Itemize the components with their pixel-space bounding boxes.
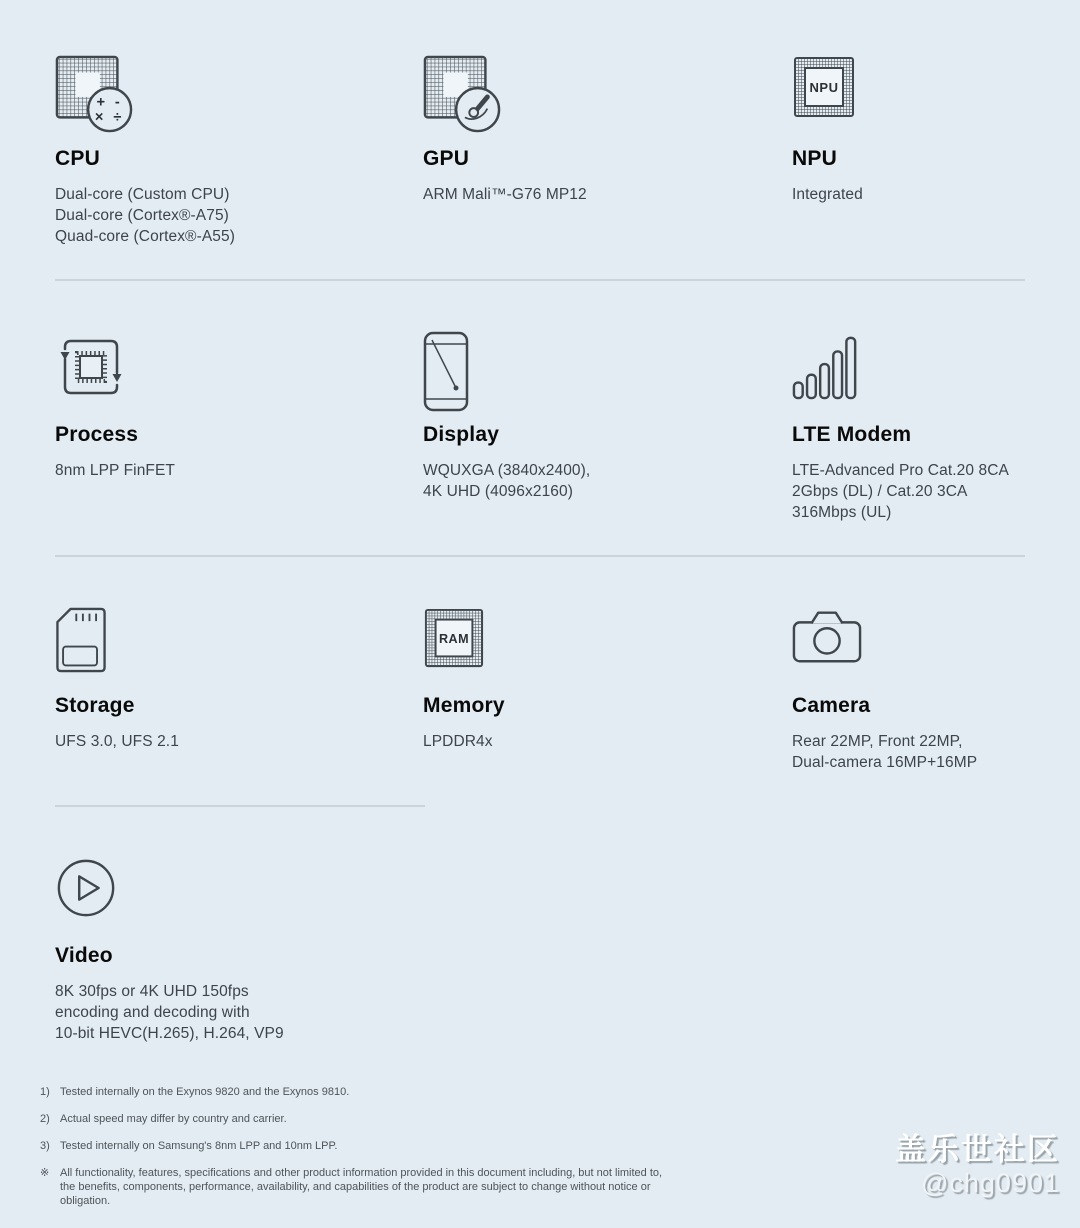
watermark-community-name: 盖乐世社区 <box>895 1132 1060 1167</box>
chip-calculator-icon <box>55 55 133 133</box>
gpu-title: GPU <box>423 147 470 170</box>
display-title: Display <box>423 423 500 446</box>
storage-title: Storage <box>55 694 135 717</box>
process-title: Process <box>55 423 139 446</box>
camera-line-1: Rear 22MP, Front 22MP, <box>792 733 963 750</box>
signal-bars-icon <box>792 331 860 403</box>
spec-cell-camera <box>792 607 1025 773</box>
memory-iconbox <box>423 607 792 694</box>
footnote-disclaimer <box>40 1166 672 1208</box>
display-line-1: WQUXGA (3840x2400), <box>423 462 591 479</box>
video-title: Video <box>55 944 113 967</box>
footnote-1-marker: 1) <box>40 1086 50 1098</box>
lte-line-2: 2Gbps (DL) / Cat.20 3CA <box>792 483 968 500</box>
cpu-iconbox <box>55 55 423 147</box>
display-line-2: 4K UHD (4096x2160) <box>423 483 573 500</box>
camera-iconbox <box>792 607 1025 694</box>
footnote-disclaimer-marker: ※ <box>40 1167 50 1179</box>
cpu-badge-symbols-bottom: × ÷ <box>94 109 125 126</box>
process-iconbox <box>55 331 423 423</box>
footnote-3-marker: 3) <box>40 1140 50 1152</box>
footnote-2-text: Actual speed may differ by country and carrier. <box>60 1113 287 1125</box>
watermark-user-handle: @chg0901 <box>920 1167 1060 1198</box>
footnote-1 <box>40 1085 672 1099</box>
cpu-badge-symbols-top: + - <box>96 94 123 111</box>
spec-cell-gpu <box>423 55 792 247</box>
phone-screen-diagonal-icon <box>423 331 469 412</box>
memory-title: Memory <box>423 694 505 717</box>
video-iconbox <box>55 857 423 944</box>
gpu-iconbox <box>423 55 792 147</box>
footnote-2-marker: 2) <box>40 1113 50 1125</box>
cpu-line-2: Dual-core (Cortex®-A75) <box>55 207 229 224</box>
sd-card-icon <box>55 607 107 673</box>
footnote-3 <box>40 1139 672 1153</box>
memory-line-1: LPDDR4x <box>423 733 493 750</box>
footnote-2 <box>40 1112 672 1126</box>
lte-title: LTE Modem <box>792 423 912 446</box>
camera-line-2: Dual-camera 16MP+16MP <box>792 754 978 771</box>
spec-cell-storage <box>55 607 423 773</box>
footnotes <box>40 1085 672 1221</box>
chip-paintbrush-icon <box>423 55 501 133</box>
community-watermark <box>895 1132 1060 1199</box>
ram-chip-label: RAM <box>438 631 470 646</box>
video-line-2: encoding and decoding with <box>55 1004 250 1021</box>
section-divider-3 <box>55 805 425 807</box>
lte-line-1: LTE-Advanced Pro Cat.20 8CA <box>792 462 1009 479</box>
spec-cell-memory <box>423 607 792 773</box>
footnote-disclaimer-text: All functionality, features, specifications and other product information provided in this document including, but not limited to, the benefits, components, performance, availability, and capabilities of the product are subject to change without notice or obligation. <box>60 1167 663 1207</box>
npu-chip-icon <box>792 55 856 119</box>
play-circle-icon <box>55 857 117 919</box>
process-line-1: 8nm LPP FinFET <box>55 462 175 479</box>
lte-line-3: 316Mbps (UL) <box>792 504 892 521</box>
spec-cell-process <box>55 331 423 523</box>
cpu-line-1: Dual-core (Custom CPU) <box>55 186 230 203</box>
spec-row-2 <box>0 331 1080 523</box>
display-iconbox <box>423 331 792 423</box>
npu-chip-label: NPU <box>809 80 839 95</box>
video-line-1: 8K 30fps or 4K UHD 150fps <box>55 983 249 1000</box>
camera-title: Camera <box>792 694 871 717</box>
section-divider-1 <box>55 279 1025 281</box>
cpu-title: CPU <box>55 147 100 170</box>
video-line-3: 10-bit HEVC(H.265), H.264, VP9 <box>55 1025 284 1042</box>
npu-iconbox <box>792 55 1025 147</box>
npu-title: NPU <box>792 147 837 170</box>
storage-iconbox <box>55 607 423 694</box>
lte-iconbox <box>792 331 1025 423</box>
camera-icon <box>792 607 862 665</box>
gpu-line-1: ARM Mali™-G76 MP12 <box>423 186 587 203</box>
spec-row-4 <box>0 857 1080 1044</box>
footnote-3-text: Tested internally on Samsung's 8nm LPP and 10nm LPP. <box>60 1140 338 1152</box>
storage-line-1: UFS 3.0, UFS 2.1 <box>55 733 179 750</box>
spec-row-1 <box>0 0 1080 247</box>
spec-cell-lte <box>792 331 1025 523</box>
spec-cell-npu <box>792 55 1025 247</box>
spec-row-3 <box>0 607 1080 773</box>
chip-cycle-arrows-icon <box>55 331 127 403</box>
spec-cell-cpu <box>55 55 423 247</box>
section-divider-2 <box>55 555 1025 557</box>
npu-line-1: Integrated <box>792 186 863 203</box>
ram-chip-icon <box>423 607 485 669</box>
spec-cell-display <box>423 331 792 523</box>
spec-cell-video <box>55 857 423 1044</box>
footnote-1-text: Tested internally on the Exynos 9820 and the Exynos 9810. <box>60 1086 350 1098</box>
cpu-line-3: Quad-core (Cortex®-A55) <box>55 228 235 245</box>
